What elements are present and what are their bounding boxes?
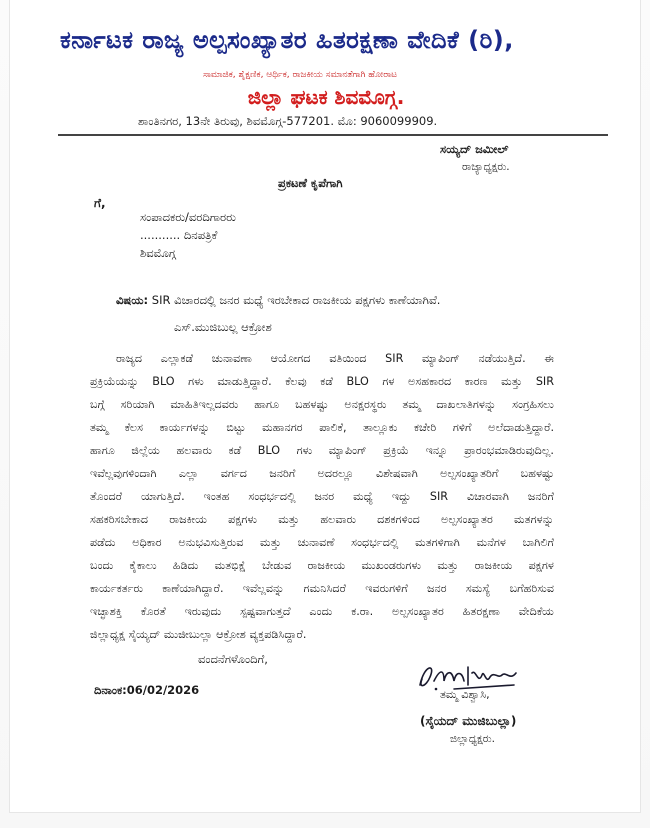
organization-title: ಕರ್ನಾಟಕ ರಾಜ್ಯ ಅಲ್ಪಸಂಖ್ಯಾತರ ಹಿತರಕ್ಷಣಾ ವೇದಿಕೆ (ರಿ), (60, 26, 514, 54)
district-unit: ಜಿಲ್ಲಾ ಘಟಕ ಶಿವಮೊಗ್ಗ. (247, 85, 405, 109)
body-line: ಪಡೆದು ಅಧಿಕಾರ ಅನುಭವಿಸುತ್ತಿರುವ ಮತ್ತು ಚುನಾವಣೆ ಸಂಧರ್ಭದಲ್ಲಿ ಮತಗಳಿಗಾಗಿ ಮನೆಗಳ ಬಾಗಿಲಿಗೆ (90, 536, 554, 549)
signatory-name: (ಸೈಯದ್ ಮುಜಿಬುಲ್ಲಾ) (420, 714, 517, 728)
recipient-line-2: ........... ದಿನಪತ್ರಿಕೆ (140, 228, 218, 242)
body-line: ಸಹಕರಿಸಬೇಕಾದ ರಾಜಕೀಯ ಪಕ್ಷಗಳು ಮತ್ತು ಹಲವಾರು ದಶಕಗಳಿಂದ ಅಲ್ಪಸಂಖ್ಯಾತರ ಮತಗಳನ್ನು (90, 513, 554, 526)
organization-address: ಶಾಂತಿನಗರ, 13ನೇ ತಿರುವು, ಶಿವಮೊಗ್ಗ-577201. ಮೊ: 9060099909. (138, 114, 438, 128)
body-line: ಬಂದು ಕೈಕಾಲು ಹಿಡಿದು ಮತಭಿಕ್ಷೆ ಬೇಡುವ ರಾಜಕೀಯ ಮುಖಂಡರುಗಳು ಮತ್ತು ರಾಜಕೀಯ ಪಕ್ಷಗಳ (90, 559, 554, 572)
body-line: ತೊಂದರೆ ಯಾಗುತ್ತಿದೆ. ಇಂತಹ ಸಂಧರ್ಭದಲ್ಲಿ ಜನರ ಮಧ್ಯೆ ಇದ್ದು SIR ವಿಚಾರವಾಗಿ ಜನರಿಗೆ (90, 490, 554, 503)
signatory-title: ಜಿಲ್ಲಾಧ್ಯಕ್ಷರು. (450, 733, 495, 745)
body-line: ರಾಜ್ಯದ ಎಲ್ಲಾಕಡೆ ಚುನಾವಣಾ ಆಯೋಗದ ವತಿಯಿಂದ SIR ಮ್ಯಾಪಿಂಗ್ ನಡೆಯುತ್ತಿದೆ. ಈ (116, 352, 554, 365)
subject-label: ವಿಷಯ: (116, 293, 149, 307)
signatory-caption: ತಮ್ಮ ವಿಶ್ವಾಸಿ, (440, 688, 490, 701)
body-line: ತಮ್ಮ ಕೆಲಸ ಕಾರ್ಯಗಳನ್ನು ಬಿಟ್ಟು ಮಹಾನಗರ ಪಾಲಿಕೆ, ತಾಲ್ಲೂಕು ಕಚೇರಿ ಗಳಿಗೆ ಅಲೆದಾಡುತ್ತಿದ್ದಾರೆ. (90, 421, 554, 434)
press-note: ಪ್ರಕಟಣೆ ಕೃಪೆಗಾಗಿ (278, 176, 343, 190)
sender-name: ಸಯ್ಯದ್ ಜಮೀಲ್ (440, 142, 509, 156)
recipient-prefix: ಗೆ, (94, 196, 106, 210)
body-line: ಇವೆಲ್ಲವುಗಳಿಂದಾಗಿ ಎಲ್ಲಾ ವರ್ಗದ ಜನರಿಗೆ ಅದರಲ್ಲೂ ವಿಶೇಷವಾಗಿ ಅಲ್ಪಸಂಖ್ಯಾತರಿಗೆ ಬಹಳಷ್ಟು (90, 467, 554, 480)
recipient-line-1: ಸಂಪಾದಕರು/ವರದಿಗಾರರು (140, 210, 236, 224)
sender-title: ರಾಜ್ಯಾಧ್ಯಕ್ಷರು. (462, 161, 510, 173)
subject-line (116, 293, 440, 308)
body-line: ಬಗ್ಗೆ ಸರಿಯಾಗಿ ಮಾಹಿತಿಇಲ್ಲದವರು ಹಾಗೂ ಬಹಳಷ್ಟು ಅನಕ್ಷರಸ್ಥರು ತಮ್ಮ ದಾಖಲಾತಿಗಳನ್ನು ಸಂಗ್ರಹಿಸಲು (90, 398, 554, 411)
byline: ಎಸ್.ಮುಜಿಬುಲ್ಲ ಆಕ್ರೋಶ (174, 320, 272, 334)
body-line: ಪ್ರಕ್ರಿಯೆಯನ್ನು BLO ಗಳು ಮಾಡುತ್ತಿದ್ದಾರೆ. ಕೆಲವು ಕಡೆ BLO ಗಳ ಅಸಹಕಾರದ ಕಾರಣ ಮತ್ತು SIR (90, 375, 554, 388)
organization-motto: ಸಾಮಾಜಿಕ, ಶೈಕ್ಷಣಿಕ, ಆರ್ಥಿಕ, ರಾಜಕೀಯ ಸಮಾನತೆಗಾಗಿ ಹೋರಾಟ (202, 70, 398, 80)
closing-salutation: ವಂದನೆಗಳೊಂದಿಗೆ, (198, 652, 268, 666)
subject-text: SIR ವಿಚಾರದಲ್ಲಿ ಜನರ ಮಧ್ಯೆ ಇರಬೇಕಾದ ರಾಜಕೀಯ ಪಕ್ಷಗಳು ಕಾಣೆಯಾಗಿವೆ. (148, 293, 441, 307)
recipient-line-3: ಶಿವಮೊಗ್ಗ (140, 246, 176, 260)
body-line: ಹಾಗೂ ಜಿಲ್ಲೆಯ ಹಲವಾರು ಕಡೆ BLO ಗಳು ಮ್ಯಾಪಿಂಗ್ ಪ್ರಕ್ರಿಯೆ ಇನ್ನೂ ಪ್ರಾರಂಭಮಾಡಿರುವುದಿಲ್ಲ. (90, 444, 554, 457)
body-line: ಕಾರ್ಯಕರ್ತರು ಕಾಣೆಯಾಗಿದ್ದಾರೆ. ಇವೆಲ್ಲವನ್ನು ಗಮನಿಸಿದರೆ ಇವರುಗಳಿಗೆ ಜನರ ಸಮಸ್ಯೆ ಬಗೆಹರಿಸುವ (90, 582, 554, 595)
body-line: ಜಿಲ್ಲಾಧ್ಯಕ್ಷ ಸೈಯ್ಯದ್ ಮುಜೀಬುಲ್ಲಾ ಆಕ್ರೋಶ ವ್ಯಕ್ತಪಡಿಸಿದ್ದಾರೆ. (90, 628, 307, 641)
header-divider (58, 134, 608, 136)
letter-date: ದಿನಾಂಕ:06/02/2026 (94, 683, 200, 697)
body-line: ಇಚ್ಛಾಶಕ್ತಿ ಕೊರತೆ ಇರುವುದು ಸ್ಪಷ್ಟವಾಗುತ್ತದೆ ಎಂದು ಕ.ರಾ. ಅಲ್ಪಸಂಖ್ಯಾತರ ಹಿತರಕ್ಷಣಾ ವೇದಿಕೆಯ (90, 605, 554, 618)
